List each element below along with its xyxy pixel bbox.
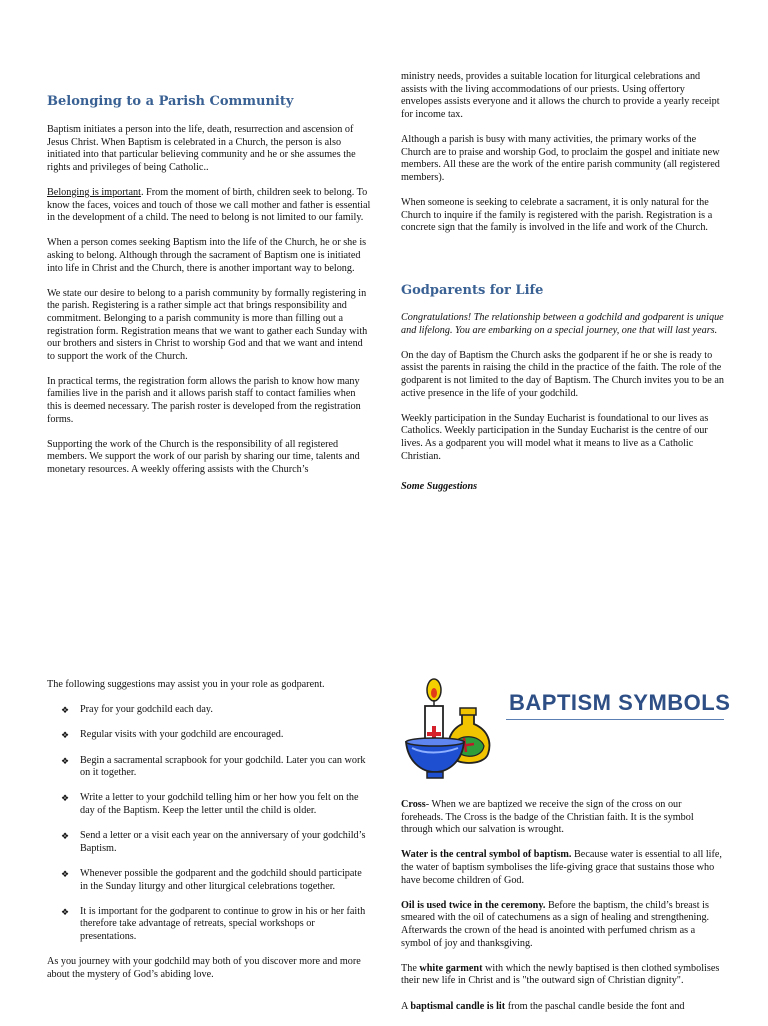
list-item	[47, 906, 372, 944]
list-item	[47, 755, 372, 780]
paragraph	[47, 187, 372, 225]
paragraph: Although a parish is busy with many activities, the primary works of the Church are to praise and worship God, to proclaim the gospel and initiate new members. All these are the work of the entire parish community (all registered members).	[401, 133, 720, 183]
paragraph: Baptism initiates a person into the life, death, resurrection and ascension of Jesus Christ. When Baptism is celebrated in a Church, the person is also initiated into that particular believing community and he or she assumes the rights and privileges of being Catholic..	[47, 124, 356, 173]
symbol-text: - When we are baptized we receive the sign of the cross on our foreheads. The Cross is the badge of the Christian faith. It is the symbol through which our salvation is wrought.	[401, 799, 694, 836]
list-item	[47, 868, 372, 893]
symbol-oil	[401, 900, 724, 950]
symbol-label: Water is the central symbol of baptism.	[401, 849, 572, 861]
diamond-bullet-icon: ❖	[61, 705, 70, 716]
baptism-symbols-title: BAPTISM SYMBOLS	[509, 690, 731, 715]
paragraph: Weekly participation in the Sunday Eucharist is foundational to our lives as Catholics. Weekly participation in the Sunday Eucharist is the centre of our lives. As a godparent you will model what it means to live as a Catholic Christian.	[401, 412, 709, 462]
list-item-text: It is important for the godparent to continue to grow in his or her faith therefore take advantage of retreats, special workshops or presentations.	[80, 905, 366, 942]
symbol-label: Oil is used twice in the ceremony.	[401, 899, 546, 911]
symbol-candle	[401, 1001, 724, 1014]
intro-italic: Congratulations! The relationship between a godchild and godparent is unique and lifelong. You are embarking on a special journey, one that will last years.	[401, 312, 724, 336]
list-item	[47, 729, 372, 742]
symbol-garment	[401, 963, 724, 988]
column-left-bottom	[47, 679, 372, 994]
paragraph: When someone is seeking to celebrate a sacrament, it is only natural for the Church to inquire if the family is registered with the parish. Registration is a concrete sign that the family is involved in the life and work of the Church.	[401, 196, 713, 234]
symbol-text: Because water is essential to all life, the water of baptism symbolises the life-giving grace that sustains those who have become children of God.	[401, 849, 722, 886]
title-rule	[506, 719, 724, 720]
symbol-water	[401, 849, 724, 887]
paragraph: ministry needs, provides a suitable location for liturgical celebrations and assists with the living accommodations of our priests. Using offertory envelopes assists everyone and it allows the church to provide a yearly receipt for income tax.	[401, 71, 720, 120]
list-item-text: Regular visits with your godchild are encouraged.	[80, 729, 284, 741]
diamond-bullet-icon: ❖	[61, 755, 70, 766]
column-symbols	[401, 799, 724, 1026]
suggestions-label: Some Suggestions	[401, 481, 478, 493]
closing-paragraph: As you journey with your godchild may both of you discover more and more about the mystery of God’s abiding love.	[47, 956, 361, 980]
symbol-text: from the paschal candle beside the font and	[505, 1000, 685, 1012]
symbol-text: The	[401, 962, 420, 974]
paragraph-text: . From the moment of birth, children seek to belong. To know the faces, voices and touch of those we call mother and father is essential in the development of a child. The need to belong is not limited to our family.	[47, 186, 371, 224]
diamond-bullet-icon: ❖	[61, 793, 70, 804]
underlined-phrase: Belonging is important	[47, 186, 141, 198]
diamond-bullet-icon: ❖	[61, 906, 70, 917]
column-godparents	[401, 312, 724, 506]
list-item-text: Begin a sacramental scrapbook for your godchild. Later you can work on it together.	[80, 754, 366, 779]
column-left-top	[47, 124, 372, 489]
baptism-clipart-icon	[402, 676, 498, 780]
suggestions-intro: The following suggestions may assist you in your role as godparent.	[47, 679, 325, 690]
list-item	[47, 792, 372, 817]
list-item-text: Pray for your godchild each day.	[80, 704, 213, 716]
heading-belonging: Belonging to a Parish Community	[47, 94, 294, 109]
paragraph: On the day of Baptism the Church asks the godparent if he or she is ready to assist the parents in raising the child in the practice of the faith. The role of the godparent is not limited to the day of Baptism. The Church invites you to be an active presence in the life of your godchild.	[401, 349, 724, 399]
heading-godparents: Godparents for Life	[401, 283, 544, 298]
list-item-text: Write a letter to your godchild telling him or her how you felt on the day of the Baptism. Keep the letter until the child is older.	[80, 792, 359, 816]
list-item-text: Whenever possible the godparent and the godchild should participate in the Sunday liturgy and other liturgical celebrations together.	[80, 867, 362, 892]
diamond-bullet-icon: ❖	[61, 868, 70, 879]
symbol-text: Before the baptism, the child’s breast is smeared with the oil of catechumens as a sign of healing and strengthening. Afterwards the crown of the head is anointed with perfumed chrism as a symbol of joy and thanksgiving.	[401, 899, 710, 949]
symbol-text: with which the newly baptised is then clothed symbolises their new life in Christ and is "the outward sign of Christian dignity".	[401, 962, 720, 987]
symbol-label: baptismal candle is lit	[410, 1000, 506, 1012]
symbol-cross	[401, 799, 724, 837]
diamond-bullet-icon: ❖	[61, 831, 70, 842]
symbol-label: Cross	[401, 799, 426, 810]
paragraph: We state our desire to belong to a parish community by formally registering in the parish. Registering is a rather simple act that brings responsibility and commitment. Belonging to a parish community is more than filling out a registration form. Registration means that we want to gather each Sunday with our brothers and sisters in Christ to worship God and that we want and intend to support the work of the Church.	[47, 287, 368, 362]
suggestions-list	[47, 704, 372, 943]
paragraph: When a person comes seeking Baptism into the life of the Church, he or she is asking to belong. Although through the sacrament of Baptism one is initiated into life in Christ and the Church, there is another important way to belong.	[47, 237, 367, 274]
list-item	[47, 704, 372, 717]
symbol-label: white garment	[419, 962, 483, 974]
column-right-top	[401, 71, 724, 247]
paragraph: Supporting the work of the Church is the responsibility of all registered members. We support the work of our parish by sharing our time, talents and monetary resources. A weekly offering assists with the Church’s	[47, 438, 360, 476]
list-item	[47, 830, 372, 855]
diamond-bullet-icon: ❖	[61, 730, 70, 741]
list-item-text: Send a letter or a visit each year on the anniversary of your godchild’s Baptism.	[80, 830, 366, 854]
symbol-text: A	[401, 1000, 411, 1012]
paragraph: In practical terms, the registration form allows the parish to know how many families live in the parish and it allows parish staff to contact families when this is deemed necessary. The parish roster is developed from the registration forms.	[47, 375, 361, 425]
